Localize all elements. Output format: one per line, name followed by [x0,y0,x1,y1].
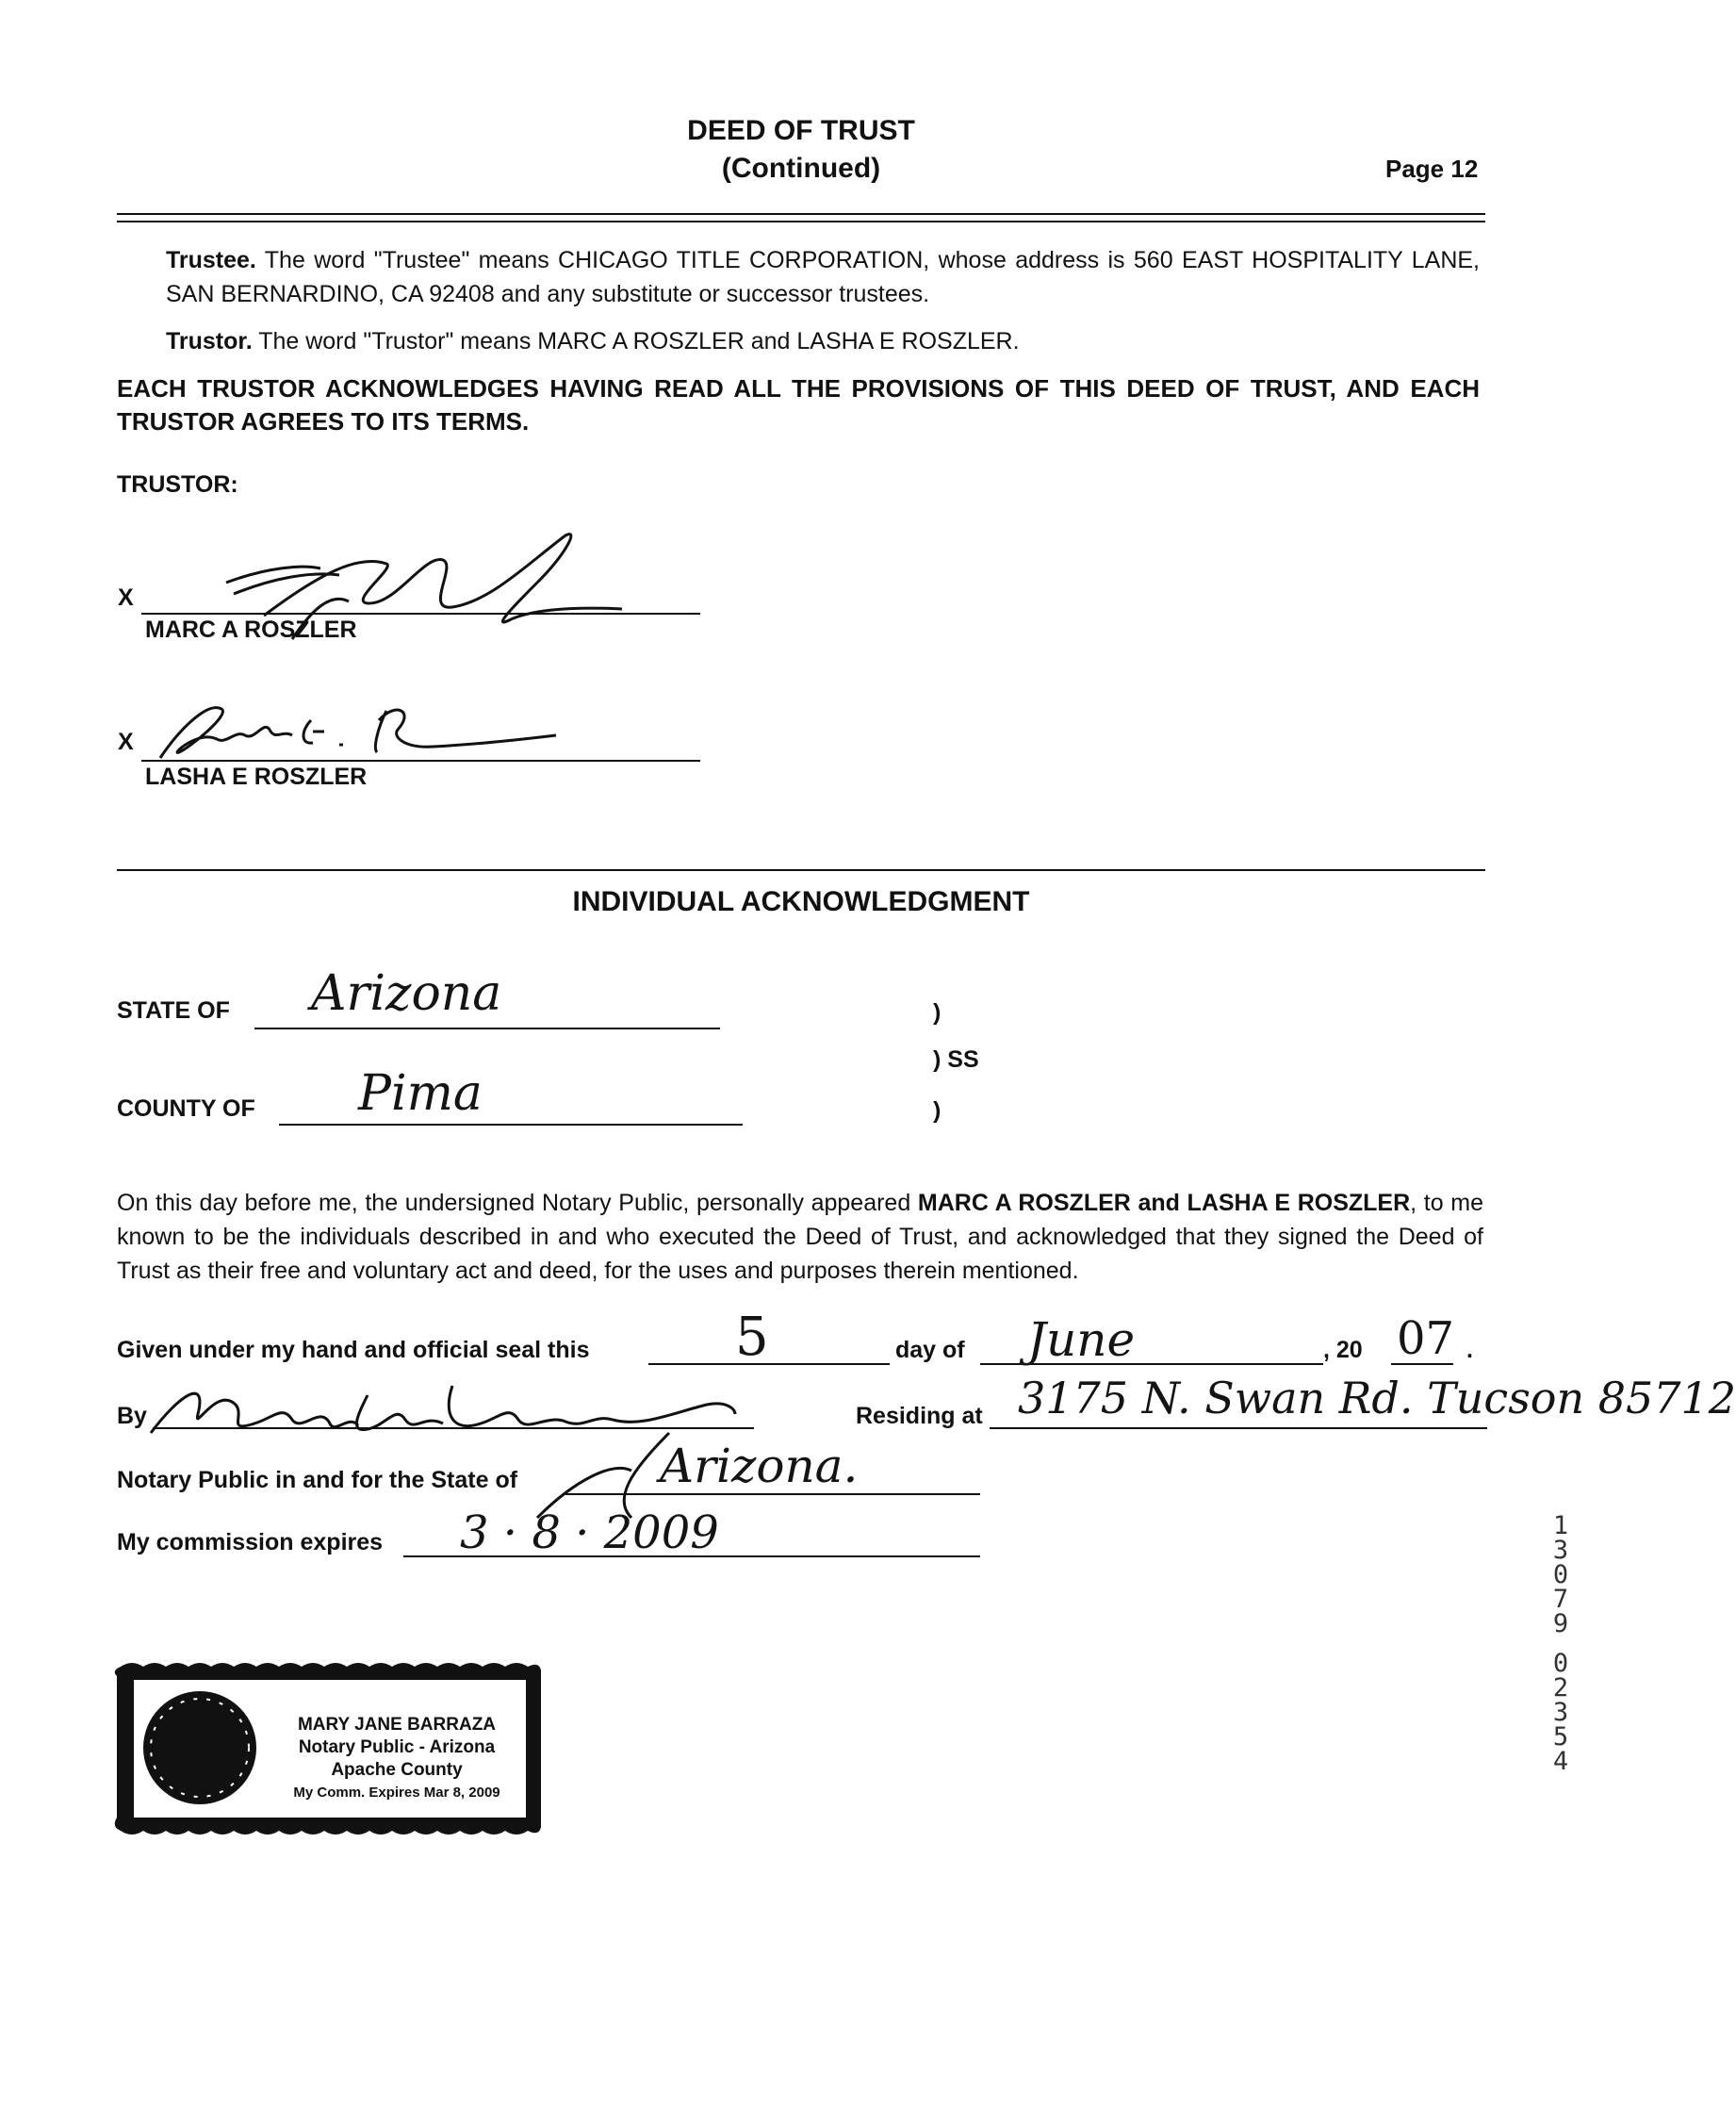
state-line [254,1028,720,1029]
year-prefix: , 20 [1323,1337,1363,1363]
notary-state-label: Notary Public in and for the State of [117,1467,518,1493]
signer-name-1: MARC A ROSZLER [145,617,357,643]
recording-digit: 4 [1552,1747,1569,1776]
notary-signature [141,1367,745,1527]
paren-bottom: ) [933,1097,942,1124]
acknowledge-statement: EACH TRUSTOR ACKNOWLEDGES HAVING READ ALL THE PROVISIONS OF THIS DEED OF TRUST, AND EACH TRUSTOR AGREES TO ITS TERMS. [117,374,1480,436]
notary-state-handwritten: Arizona. [660,1439,859,1493]
recording-digit: 5 [1552,1722,1569,1752]
sign-mark-1: X [118,584,134,611]
stamp-county: Apache County [331,1760,463,1780]
commission-handwritten: 3 · 8 · 2009 [460,1506,719,1559]
recording-digit: 2 [1552,1673,1569,1703]
recording-digit: 1 [1552,1511,1569,1540]
recording-digit: 3 [1552,1698,1569,1727]
recording-digit: 3 [1552,1536,1569,1565]
day-line [648,1363,890,1365]
by-label: By [117,1403,147,1429]
residing-line [990,1427,1487,1429]
month-handwritten: June [1027,1312,1136,1367]
recording-number [1549,1511,1572,1776]
signer-name-2: LASHA E ROSZLER [145,764,368,790]
state-label: STATE OF [117,997,230,1024]
header-rule-bottom [117,221,1485,222]
stamp-title: Notary Public - Arizona [298,1737,496,1757]
residing-label: Residing at [856,1403,983,1429]
para-names: MARC A ROSZLER and LASHA E ROSZLER [917,1190,1411,1216]
stamp-name: MARY JANE BARRAZA [297,1715,497,1735]
county-line [279,1124,743,1126]
page-number: Page 12 [1385,155,1479,183]
year-handwritten: 07 [1397,1312,1455,1365]
paren-ss: ) SS [933,1046,979,1073]
residing-handwritten: 3175 N. Swan Rd. Tucson 85712 [1018,1373,1736,1423]
commission-label: My commission expires [117,1529,384,1555]
header-rule-top [117,213,1485,215]
document-title: DEED OF TRUST [687,115,915,146]
state-handwritten: Arizona [311,965,502,1022]
year-period: . [1466,1337,1473,1363]
paren-top: ) [933,999,942,1026]
acknowledgment-heading: INDIVIDUAL ACKNOWLEDGMENT [572,886,1030,917]
para-after: , to me known to be the individuals described in and who executed the Deed of Trust, and acknowledged that they signed the Deed of Trust as their free and voluntary act and deed, for the uses and purposes therein mentioned. [117,1190,1483,1284]
acknowledgment-paragraph [117,1186,1483,1288]
section-divider [117,869,1485,871]
recording-digit: 0 [1552,1560,1569,1589]
stamp-text [260,1714,533,1804]
notary-state-line [565,1493,980,1495]
recording-digit: 9 [1552,1609,1569,1638]
signature-lasha [151,692,565,767]
trustee-text: The word "Trustee" means CHICAGO TITLE CORPORATION, whose address is 560 EAST HOSPITALITY LANE, SAN BERNARDINO, CA 92408 and any substitute or successor trustees. [166,247,1480,307]
sign-mark-2: X [118,729,134,755]
trustee-definition [166,243,1480,311]
given-label: Given under my hand and official seal this [117,1337,590,1363]
trustee-term: Trustee. [166,247,256,273]
document-subtitle: (Continued) [721,153,881,184]
county-label: COUNTY OF [117,1095,255,1122]
trustor-term: Trustor. [166,328,253,354]
day-handwritten: 5 [735,1307,769,1368]
stamp-expiry: My Comm. Expires Mar 8, 2009 [293,1785,500,1801]
recording-digit: 7 [1552,1585,1569,1614]
para-before: On this day before me, the undersigned Notary Public, personally appeared [117,1190,918,1216]
trustor-definition [166,324,1480,358]
recording-digit: 0 [1552,1649,1569,1678]
trustor-heading: TRUSTOR: [117,471,238,498]
county-handwritten: Pima [358,1065,483,1122]
trustor-text: The word "Trustor" means MARC A ROSZLER and LASHA E ROSZLER. [258,328,1020,354]
notary-stamp [109,1657,549,1838]
day-of-label: day of [895,1337,965,1363]
